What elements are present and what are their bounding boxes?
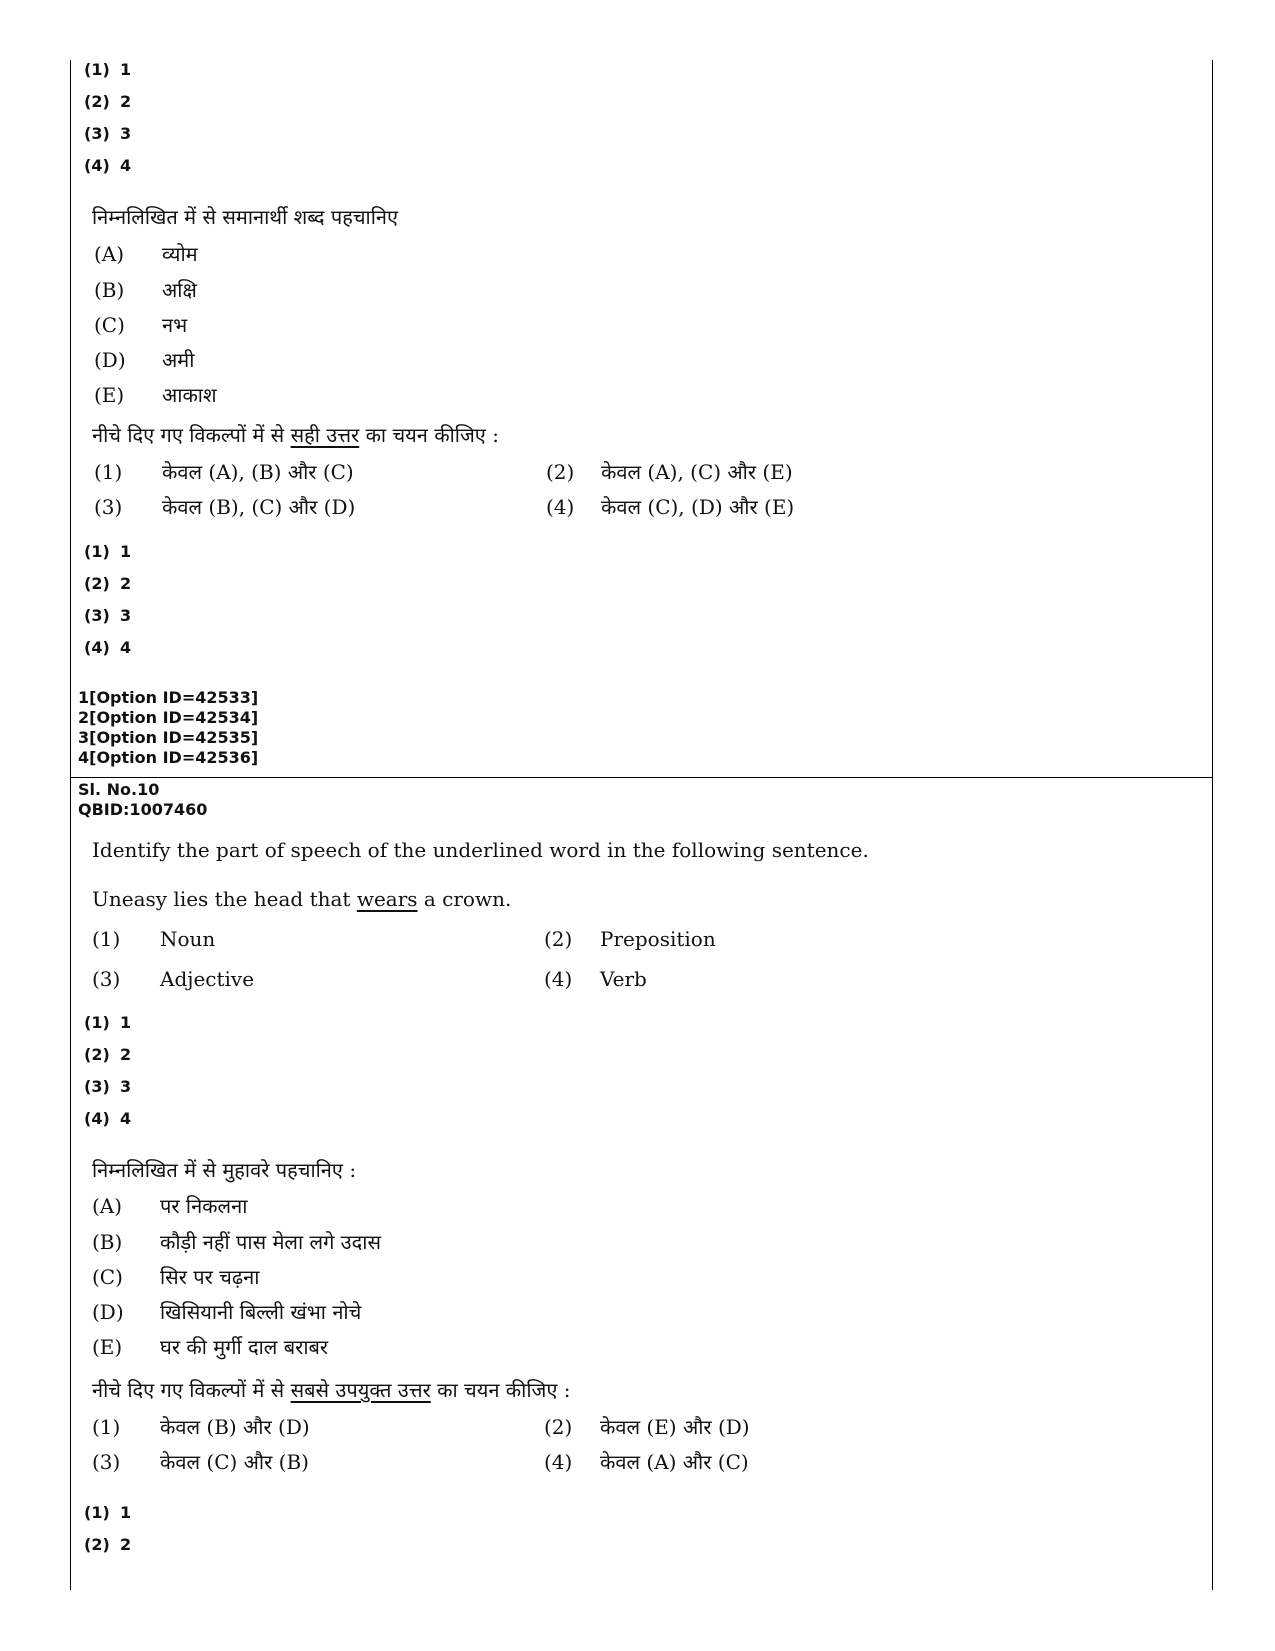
option-id: 2[Option ID=42534] [78, 708, 259, 727]
answer-line: (2) 2 [84, 574, 132, 593]
list-item: (D) खिसियानी बिल्ली खंभा नोचे [92, 1300, 362, 1324]
option: (1) केवल (A), (B) और (C) [94, 460, 354, 484]
answer-line: (4) 4 [84, 156, 132, 175]
list-item: (C) नभ [94, 313, 188, 337]
page-border-right [1212, 60, 1213, 1590]
question-instruction: नीचे दिए गए विकल्पों में से सही उत्तर का चयन कीजिए : [92, 423, 499, 447]
answer-line: (2) 2 [84, 1045, 132, 1064]
option-id: 3[Option ID=42535] [78, 728, 259, 747]
option-id: 4[Option ID=42536] [78, 748, 259, 767]
question-divider [70, 777, 1213, 778]
option-id-list [78, 688, 258, 768]
option: (2) केवल (A), (C) और (E) [546, 460, 793, 484]
option: (1) Noun [92, 927, 216, 951]
answer-line: (3) 3 [84, 606, 132, 625]
page-border-left [70, 60, 71, 1590]
option: (3) Adjective [92, 967, 255, 991]
option: (2) केवल (E) और (D) [544, 1415, 750, 1439]
answer-line: (1) 1 [84, 1013, 132, 1032]
list-item: (A) व्योम [94, 242, 198, 266]
option-id: 1[Option ID=42533] [78, 688, 259, 707]
question-instruction: नीचे दिए गए विकल्पों में से सबसे उपयुक्त उत्तर का चयन कीजिए : [92, 1378, 571, 1402]
question-sentence: Uneasy lies the head that wears a crown. [92, 887, 512, 911]
list-item: (C) सिर पर चढ़ना [92, 1265, 260, 1289]
option: (3) केवल (B), (C) और (D) [94, 495, 356, 519]
list-item: (E) आकाश [94, 383, 217, 407]
answer-line: (3) 3 [84, 124, 132, 143]
option: (4) केवल (A) और (C) [544, 1450, 749, 1474]
list-item: (E) घर की मुर्गी दाल बराबर [92, 1335, 329, 1359]
serial-number: Sl. No.10 [78, 780, 160, 799]
answer-line: (3) 3 [84, 1077, 132, 1096]
question-meta [78, 780, 207, 820]
list-item: (B) अक्षि [94, 278, 197, 302]
list-item: (D) अमी [94, 348, 195, 372]
answer-line: (1) 1 [84, 60, 132, 79]
option: (2) Preposition [544, 927, 716, 951]
answer-line: (1) 1 [84, 542, 132, 561]
option: (4) Verb [544, 967, 647, 991]
list-item: (A) पर निकलना [92, 1194, 248, 1218]
option: (3) केवल (C) और (B) [92, 1450, 309, 1474]
question-text: Identify the part of speech of the underlined word in the following sentence. [92, 838, 869, 862]
list-item: (B) कौड़ी नहीं पास मेला लगे उदास [92, 1230, 381, 1254]
answer-line: (2) 2 [84, 92, 132, 111]
answer-line: (4) 4 [84, 1109, 132, 1128]
option: (4) केवल (C), (D) और (E) [546, 495, 795, 519]
answer-line: (2) 2 [84, 1535, 132, 1554]
question-prompt-hindi: निम्नलिखित में से समानार्थी शब्द पहचानिए [92, 205, 399, 229]
answer-line: (4) 4 [84, 638, 132, 657]
option: (1) केवल (B) और (D) [92, 1415, 310, 1439]
question-prompt-hindi: निम्नलिखित में से मुहावरे पहचानिए : [92, 1158, 357, 1182]
qbid: QBID:1007460 [78, 800, 208, 819]
answer-line: (1) 1 [84, 1503, 132, 1522]
